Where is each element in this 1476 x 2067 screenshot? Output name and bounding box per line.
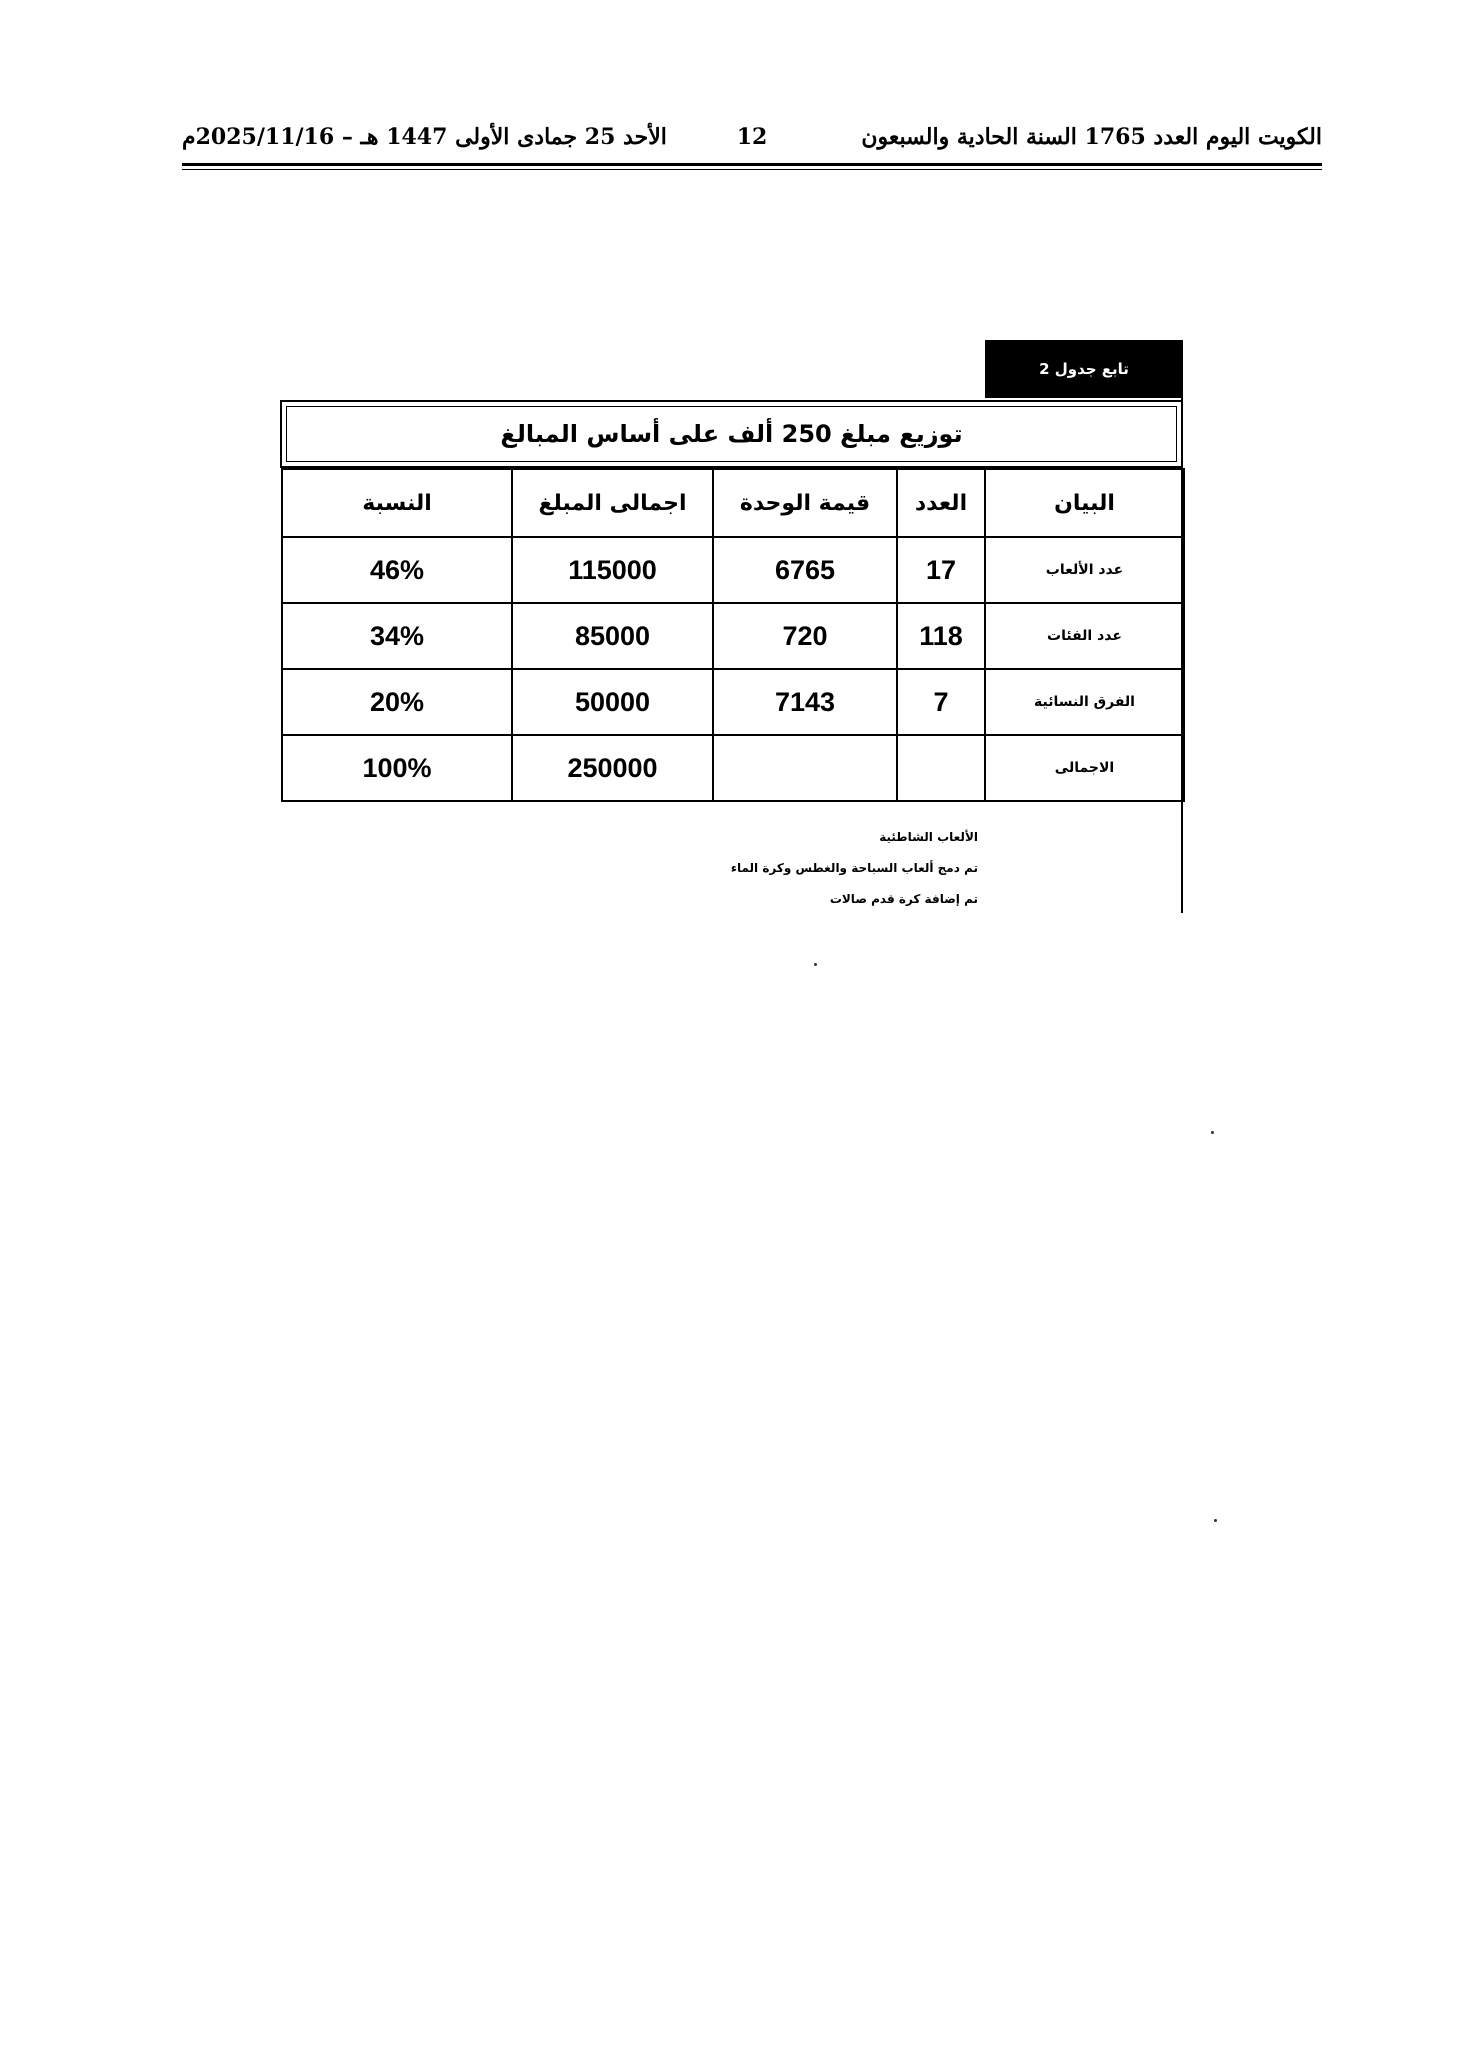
scan-speck <box>1211 1131 1214 1134</box>
table-row <box>282 603 1184 669</box>
scan-speck <box>814 963 817 966</box>
note-line: تم إضافة كرة قدم صالات <box>829 892 978 906</box>
row-count: 7 <box>897 669 985 735</box>
header-rule-thick <box>182 163 1322 166</box>
table-row <box>282 669 1184 735</box>
table-row <box>282 537 1184 603</box>
row-percent: 34% <box>282 603 512 669</box>
row-count: 17 <box>897 537 985 603</box>
row-total: 50000 <box>512 669 713 735</box>
row-label: الاجمالى <box>985 735 1184 801</box>
row-percent: 46% <box>282 537 512 603</box>
row-total: 115000 <box>512 537 713 603</box>
note-line: تم دمج ألعاب السباحة والغطس وكرة الماء <box>730 861 978 875</box>
row-total: 85000 <box>512 603 713 669</box>
page-number: 12 <box>736 124 768 150</box>
table-title-box <box>280 400 1183 468</box>
row-unit-value: 720 <box>713 603 897 669</box>
table-notes <box>731 822 978 915</box>
row-count: 118 <box>897 603 985 669</box>
col-header-unit-value: قيمة الوحدة <box>713 469 897 537</box>
header-rule-thin <box>182 169 1322 170</box>
row-percent: 20% <box>282 669 512 735</box>
table-header-row <box>282 469 1184 537</box>
row-unit-value <box>713 735 897 801</box>
header-issue-info: الكويت اليوم العدد 1765 السنة الحادية والسبعون <box>861 124 1322 150</box>
row-total: 250000 <box>512 735 713 801</box>
header-date: الأحد 25 جمادى الأولى 1447 هـ – 2025/11/16م <box>182 124 667 150</box>
page-header <box>182 118 1322 158</box>
row-percent: 100% <box>282 735 512 801</box>
note-line: الألعاب الشاطئية <box>879 830 978 844</box>
col-header-count: العدد <box>897 469 985 537</box>
continuation-badge: تابع جدول 2 <box>985 340 1183 398</box>
scan-speck <box>1214 1519 1217 1522</box>
col-header-percent: النسبة <box>282 469 512 537</box>
row-label: عدد الفئات <box>985 603 1184 669</box>
row-unit-value: 6765 <box>713 537 897 603</box>
table-title: توزيع مبلغ 250 ألف على أساس المبالغ <box>286 406 1177 462</box>
distribution-table <box>281 468 1185 802</box>
row-label: عدد الألعاب <box>985 537 1184 603</box>
col-header-description: البيان <box>985 469 1184 537</box>
row-unit-value: 7143 <box>713 669 897 735</box>
row-count <box>897 735 985 801</box>
table-total-row <box>282 735 1184 801</box>
col-header-total: اجمالى المبلغ <box>512 469 713 537</box>
row-label: الفرق النسائية <box>985 669 1184 735</box>
